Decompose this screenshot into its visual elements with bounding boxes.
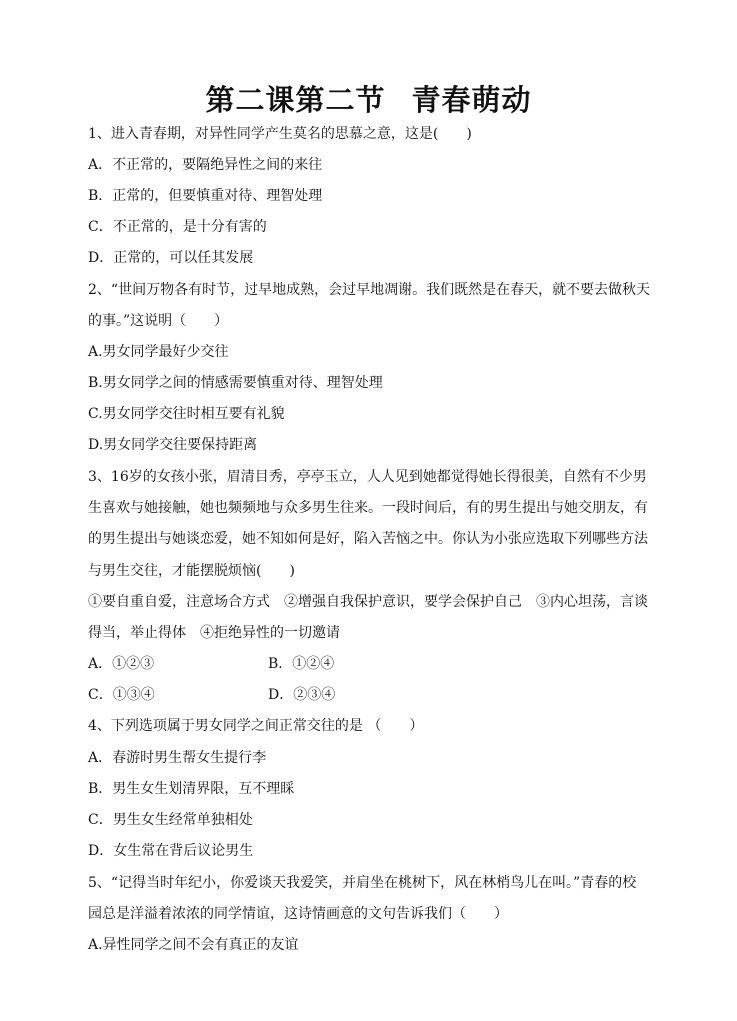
q3-options-row-2 xyxy=(88,685,336,705)
q3-stem-line-3: 的男生提出与她谈恋爱，她不知如何是好，陷入苦恼之中。你认为小张应选取下列哪些方法 xyxy=(88,531,648,547)
q4-option-b: B．男生女生划清界限，互不理睬 xyxy=(88,781,295,797)
q3-option-c: C．①③④ xyxy=(88,687,155,703)
q4-option-c: C．男生女生经常单独相处 xyxy=(88,812,253,828)
q1-option-c: C．不正常的，是十分有害的 xyxy=(88,219,267,235)
q1-option-b: B．正常的，但要慎重对待、理智处理 xyxy=(88,188,323,204)
q3-option-d: D．②③④ xyxy=(268,687,336,703)
q5-stem-line-1: 5、“记得当时年纪小，你爱谈天我爱笑，并肩坐在桃树下，风在林梢鸟儿在叫。”青春的校 xyxy=(88,875,637,891)
q5-option-a: A.异性同学之间不会有真正的友谊 xyxy=(88,937,299,953)
q2-option-b: B.男女同学之间的情感需要慎重对待、理智处理 xyxy=(88,375,383,391)
q2-stem-line-1: 2、“世间万物各有时节，过早地成熟，会过早地凋谢。我们既然是在春天，就不要去做秋天 xyxy=(88,282,651,298)
q3-options-row-1 xyxy=(88,654,335,674)
q3-stem-line-4: 与男生交往，才能摆脱烦恼( ) xyxy=(88,563,295,579)
q3-stem-line-1: 3、16岁的女孩小张，眉清目秀，亭亭玉立，人人见到她都觉得她长得很美，自然有不少男 xyxy=(88,469,647,485)
q4-stem: 4、下列选项属于男女同学之间正常交往的是 （ ） xyxy=(88,718,424,734)
q1-option-a: A．不正常的，要隔绝异性之间的来往 xyxy=(88,157,323,173)
q2-option-a: A.男女同学最好少交往 xyxy=(88,344,229,360)
q4-option-d: D．女生常在背后议论男生 xyxy=(88,843,254,859)
q2-option-c: C.男女同学交往时相互要有礼貌 xyxy=(88,406,285,422)
q1-option-d: D．正常的，可以任其发展 xyxy=(88,250,254,266)
q3-option-b: B．①②④ xyxy=(268,656,335,672)
q3-choices-line-2: 得当，举止得体 ④拒绝异性的一切邀请 xyxy=(88,625,340,641)
q2-option-d: D.男女同学交往要保持距离 xyxy=(88,437,258,453)
q5-stem-line-2: 园总是洋溢着浓浓的同学情谊，这诗情画意的文句告诉我们（ ） xyxy=(88,906,508,922)
q2-stem-line-2: 的事。”这说明（ ） xyxy=(88,313,229,329)
title-part2: 青春萌动 xyxy=(411,83,532,117)
q3-stem-line-2: 生喜欢与她接触，她也频频地与众多男生往来。一段时间后，有的男生提出与她交朋友，有 xyxy=(88,500,648,516)
title-part1: 第二课第二节 xyxy=(205,83,386,117)
page-title xyxy=(0,78,737,119)
q1-stem: 1、进入青春期，对异性同学产生莫名的思慕之意，这是( ) xyxy=(88,126,472,142)
q3-choices-line-1: ①要自重自爱，注意场合方式 ②增强自我保护意识，要学会保护自己 ③内心坦荡，言谈 xyxy=(88,594,648,610)
q3-option-a: A．①②③ xyxy=(88,656,155,672)
q4-option-a: A．春游时男生帮女生提行李 xyxy=(88,750,267,766)
